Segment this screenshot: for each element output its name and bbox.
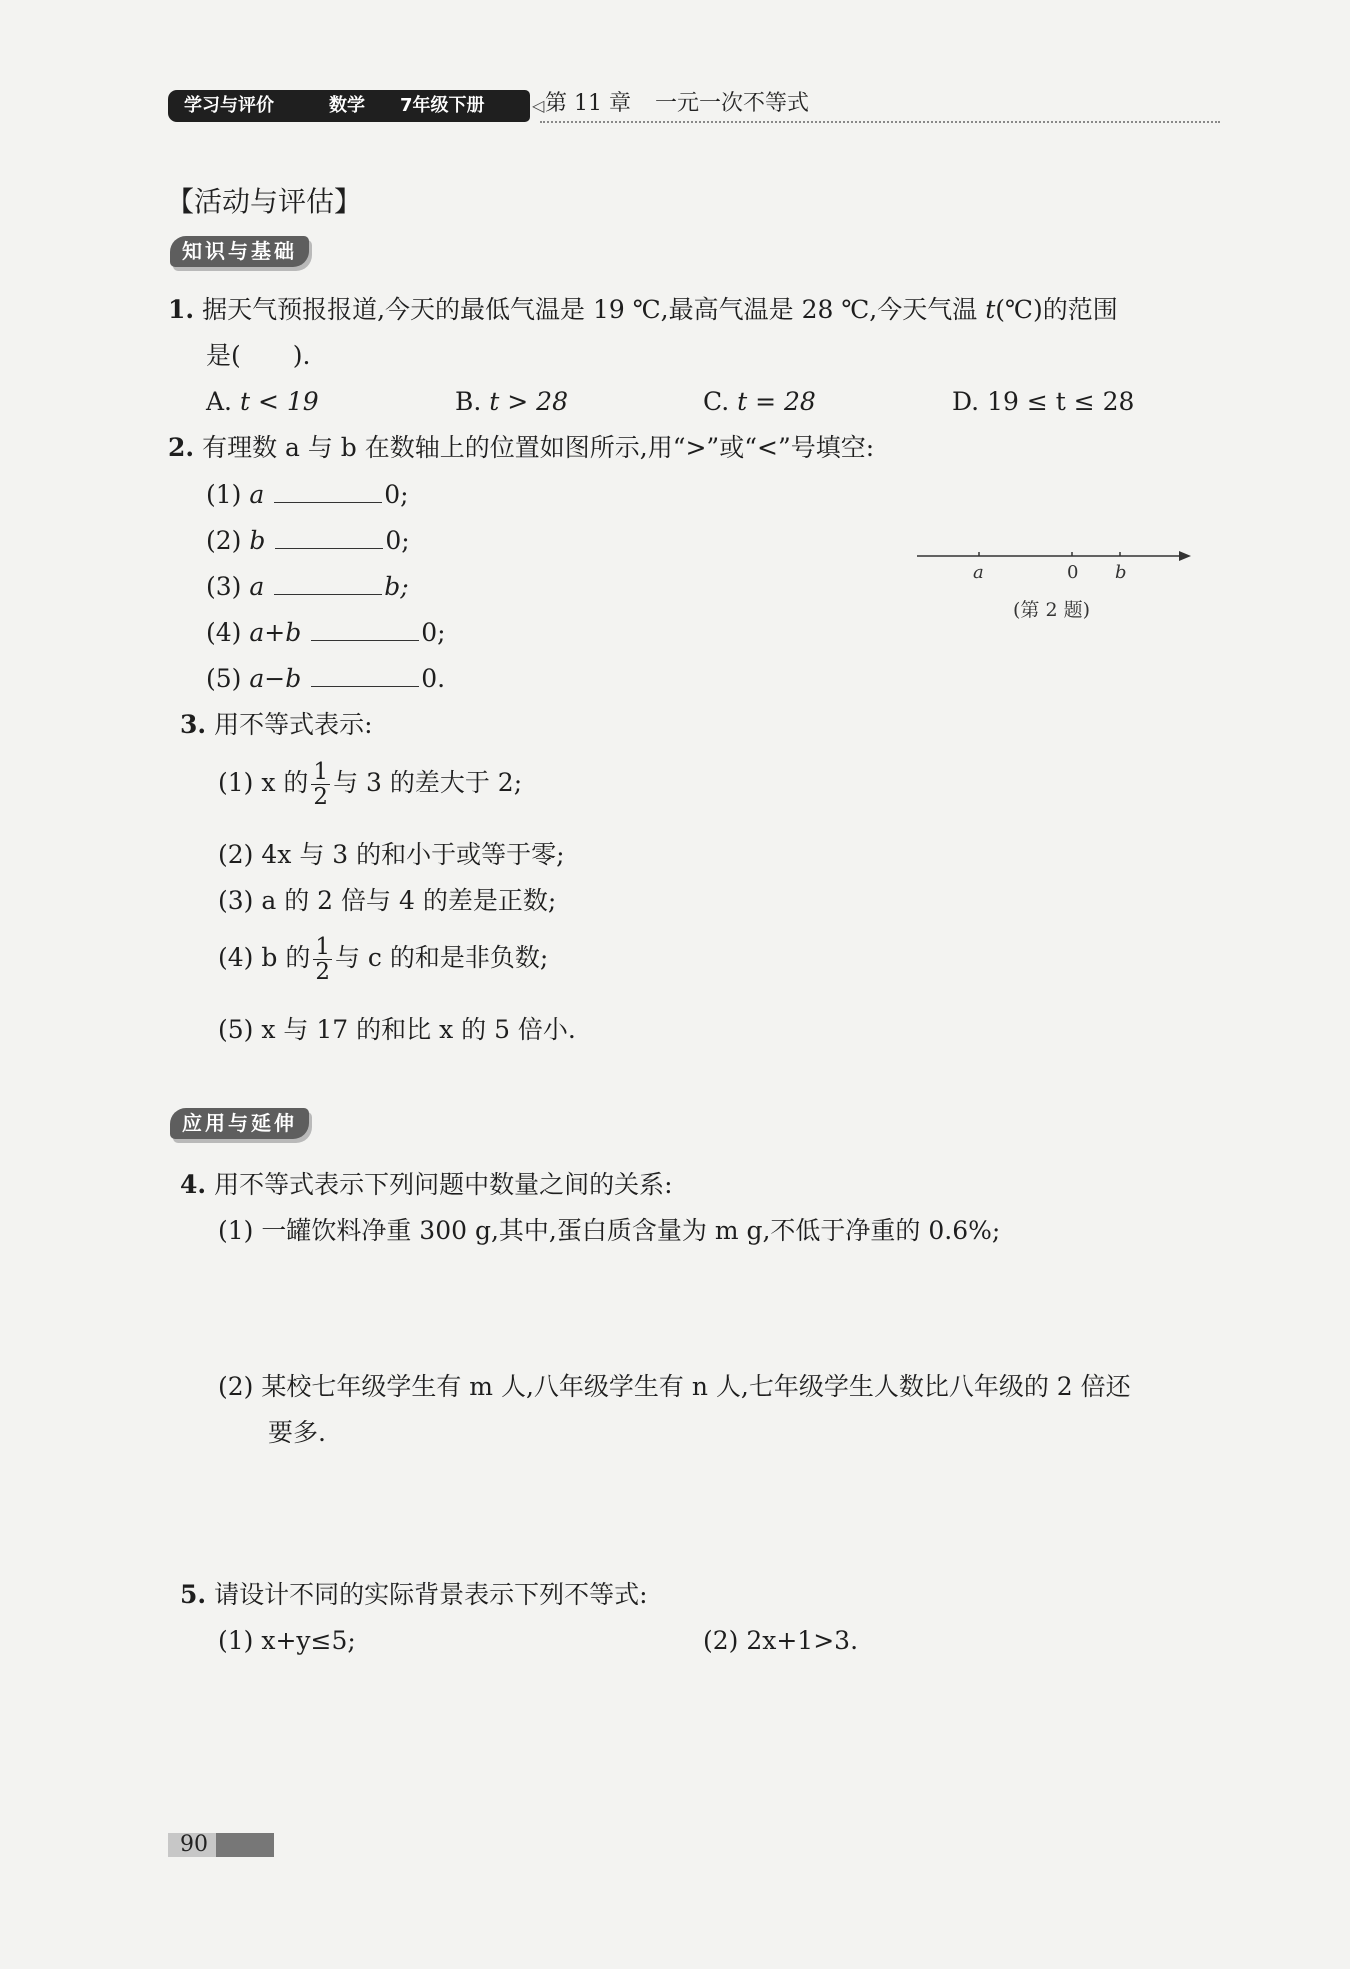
q5-stem-line xyxy=(180,1580,648,1610)
item-text-post: 与 3 的差大于 2; xyxy=(333,768,523,797)
q3-item-1 xyxy=(218,760,522,809)
q1-number: 1. xyxy=(168,295,195,324)
item-text: 4x 与 3 的和小于或等于零; xyxy=(261,840,565,869)
q3-item-4 xyxy=(218,935,548,984)
number-line-figure xyxy=(915,540,1195,590)
badge-basics: 知识与基础 xyxy=(170,236,309,267)
section-title: 【活动与评估】 xyxy=(166,185,363,218)
number-line-label-b: b xyxy=(1115,562,1127,583)
item-index: (4) xyxy=(218,943,254,972)
q4-number: 4. xyxy=(180,1170,207,1199)
header-arrow-icon: ◁ xyxy=(532,96,545,115)
q1-stem-line1: 据天气预报报道,今天的最低气温是 19 ℃,最高气温是 28 ℃,今天气温 xyxy=(202,295,978,324)
fraction-denominator: 2 xyxy=(315,959,330,985)
fill-blank[interactable] xyxy=(274,572,382,595)
q2-item-3 xyxy=(206,572,409,602)
header-subject: 数学 xyxy=(329,95,365,116)
item-rhs: b; xyxy=(384,572,409,601)
item-lhs: b xyxy=(249,526,266,555)
fraction-numerator: 1 xyxy=(315,934,330,960)
item-text-pre: b 的 xyxy=(261,943,311,972)
fraction xyxy=(311,760,330,809)
header-chapter-title: 一元一次不等式 xyxy=(655,91,810,116)
fill-blank[interactable] xyxy=(274,480,382,503)
q1-option-a xyxy=(206,387,319,417)
q1-option-b xyxy=(455,387,568,417)
header-chapter: 第 11 章 xyxy=(545,91,631,116)
q4-item-1: (1) 一罐饮料净重 300 g,其中,蛋白质含量为 m g,不低于净重的 0.6%; xyxy=(218,1216,1001,1245)
item-text: a 的 2 倍与 4 的差是正数; xyxy=(261,886,557,915)
q1-stem-var: t xyxy=(985,295,996,324)
q4-item-2-line2: 要多. xyxy=(268,1418,326,1447)
item-lhs: a xyxy=(249,480,265,509)
fraction-numerator: 1 xyxy=(313,759,329,785)
q5-item-1: (1) x+y≤5; xyxy=(218,1626,356,1655)
item-index: (2) xyxy=(218,840,254,869)
item-rhs: 0; xyxy=(385,526,410,555)
q5-item-2: (2) 2x+1>3. xyxy=(703,1626,859,1655)
q3-stem: 用不等式表示: xyxy=(214,710,373,739)
item-index: (2) xyxy=(206,526,242,555)
item-index: (5) xyxy=(206,664,242,693)
q2-stem: 有理数 a 与 b 在数轴上的位置如图所示,用“>”或“<”号填空: xyxy=(202,433,875,462)
item-text-pre: x 的 xyxy=(261,768,309,797)
item-text: x 与 17 的和比 x 的 5 倍小. xyxy=(261,1015,576,1044)
option-label: D. xyxy=(952,387,980,416)
figure-caption: (第 2 题) xyxy=(1013,599,1090,621)
q2-item-4 xyxy=(206,618,446,648)
q3-item-5 xyxy=(218,1015,576,1045)
item-index: (4) xyxy=(206,618,242,647)
number-line-label-zero: 0 xyxy=(1067,562,1079,583)
q4-item-2-line1: (2) 某校七年级学生有 m 人,八年级学生有 n 人,七年级学生人数比八年级的 2 倍还 xyxy=(218,1372,1131,1401)
option-text: 19 ≤ t ≤ 28 xyxy=(987,387,1135,416)
q1-line2 xyxy=(206,341,310,371)
item-index: (3) xyxy=(206,572,242,601)
fill-blank[interactable] xyxy=(311,664,419,687)
item-rhs: 0. xyxy=(421,664,446,693)
q3-item-2 xyxy=(218,840,565,870)
fill-blank[interactable] xyxy=(311,618,419,641)
q1-stem-tail: (℃)的范围 xyxy=(995,295,1118,324)
option-text: t < 19 xyxy=(239,387,319,416)
q5-number: 5. xyxy=(180,1580,207,1609)
option-label: A. xyxy=(206,387,233,416)
q2-item-1 xyxy=(206,480,409,510)
header-grade: 7年级下册 xyxy=(400,95,485,116)
q2-item-5 xyxy=(206,664,445,694)
item-rhs: 0; xyxy=(384,480,409,509)
q4-stem: 用不等式表示下列问题中数量之间的关系: xyxy=(214,1170,673,1199)
q1-stem-line2a: 是( xyxy=(206,341,241,370)
badge-applications: 应用与延伸 xyxy=(170,1108,309,1139)
option-label: C. xyxy=(703,387,730,416)
q2-stem-line xyxy=(168,433,874,463)
fraction-denominator: 2 xyxy=(313,784,329,810)
q3-stem-line xyxy=(180,710,373,740)
q4-stem-line xyxy=(180,1170,673,1200)
item-index: (1) xyxy=(218,768,254,797)
fraction xyxy=(313,935,332,984)
q2-item-2 xyxy=(206,526,410,556)
q1-stem-line2b: ). xyxy=(292,341,311,370)
item-lhs: a+b xyxy=(249,618,302,647)
number-line-arrow-icon xyxy=(1179,551,1191,561)
item-rhs: 0; xyxy=(421,618,446,647)
q1-option-d xyxy=(952,387,1134,417)
option-label: B. xyxy=(455,387,482,416)
item-index: (5) xyxy=(218,1015,254,1044)
q1-option-c xyxy=(703,387,816,417)
q5-stem: 请设计不同的实际背景表示下列不等式: xyxy=(214,1580,648,1609)
fill-blank[interactable] xyxy=(275,526,383,549)
item-text-post: 与 c 的和是非负数; xyxy=(334,943,549,972)
q1-line1 xyxy=(168,295,1118,325)
q2-number: 2. xyxy=(168,433,195,462)
option-text: t > 28 xyxy=(489,387,568,416)
item-lhs: a xyxy=(249,572,265,601)
item-index: (3) xyxy=(218,886,254,915)
item-lhs: a−b xyxy=(249,664,302,693)
header-book-title: 学习与评价 xyxy=(184,95,274,116)
item-index: (1) xyxy=(206,480,242,509)
header-rule xyxy=(540,121,1220,123)
option-text: t = 28 xyxy=(737,387,816,416)
q3-item-3 xyxy=(218,886,556,916)
number-line-label-a: a xyxy=(973,562,984,583)
page-number: 90 xyxy=(180,1832,208,1857)
q3-number: 3. xyxy=(180,710,207,739)
